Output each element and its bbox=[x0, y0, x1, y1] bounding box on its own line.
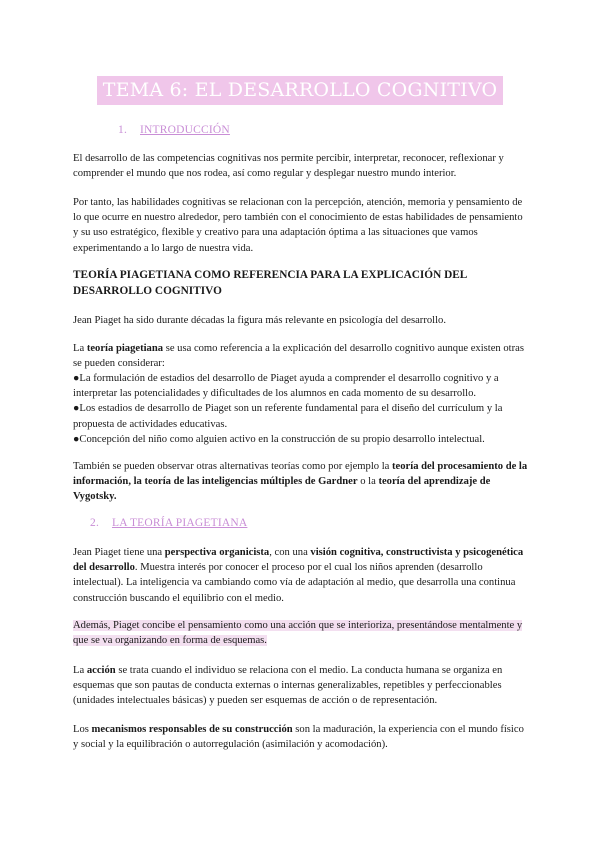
bold-term: perspectiva organicista bbox=[164, 547, 270, 558]
bold-term: teoría del aprendizaje de Vygotsky. bbox=[73, 476, 491, 503]
paragraph-accion bbox=[73, 663, 528, 709]
bold-term: mecanismos responsables de su construcción bbox=[91, 724, 293, 735]
highlighted-text: Además, Piaget concibe el pensamiento como una acción que se interioriza, presentándose mentalmente y que se va organizando en forma de esquemas. bbox=[73, 620, 523, 647]
text-run: Jean Piaget tiene una bbox=[73, 547, 165, 558]
section-title-text: LA TEORÍA PIAGETIANA bbox=[112, 517, 248, 529]
text-run: Los bbox=[73, 724, 92, 735]
paragraph-intro-2: Por tanto, las habilidades cognitivas se relacionan con la percepción, atención, memoria y pensamiento de lo que ocurre en nuestro alrededor, pero también con el conocimiento de estas habilidades de pensamiento y su uso estratégico, flexible y creativo para una adaptación óptima a las situaciones que vamos experimentando a lo largo de nuestra vida. bbox=[73, 197, 523, 254]
text-run: se trata cuando el individuo se relaciona con el medio. La conducta humana se organiza en esquemas que son pautas de conducta externas o internas generalizables, repetibles y perfeccionables (unidades intelectuales básicas) y pueden ser esquemas de acción o de representación. bbox=[73, 665, 503, 707]
paragraph-mecanismos bbox=[73, 722, 528, 752]
bold-term: visión cognitiva, constructivista y psicogenética del desarrollo bbox=[73, 547, 524, 574]
text-run: La bbox=[73, 343, 87, 354]
subheading-teoria-piagetiana: TEORÍA PIAGETIANA COMO REFERENCIA PARA LA EXPLICACIÓN DEL DESARROLLO COGNITIVO bbox=[73, 269, 467, 297]
paragraph-piaget-figura: Jean Piaget ha sido durante décadas la figura más relevante en psicología del desarrollo. bbox=[73, 315, 446, 326]
list-item: ●Los estadios de desarrollo de Piaget son un referente fundamental para el diseño del currículum y la propuesta de actividades educativas. bbox=[73, 403, 503, 430]
list-item: ●La formulación de estadios del desarrollo de Piaget ayuda a comprender el desarrollo cognitivo y a interpretar las potencialidades y dificultades de los alumnos en cada momento de su desarrollo. bbox=[73, 373, 499, 400]
paragraph-otras-teorias bbox=[73, 459, 528, 505]
bold-term: teoría del procesamiento de la información, la teoría de las inteligencias múltiples de Gardner bbox=[73, 461, 528, 488]
text-run: se usa como referencia a la explicación del desarrollo cognitivo aunque existen otras se pueden considerar: bbox=[73, 343, 524, 370]
section-number: 1. bbox=[118, 124, 128, 136]
bullet-list bbox=[73, 371, 528, 447]
section-title-text: INTRODUCCIÓN bbox=[140, 124, 230, 136]
text-run: son la maduración, la experiencia con el mundo físico y social y la equilibración o autorregulación (asimilación y acomodación). bbox=[73, 724, 524, 751]
text-run: La bbox=[73, 665, 87, 676]
section-number: 2. bbox=[90, 517, 100, 529]
paragraph-perspectiva bbox=[73, 545, 528, 606]
bold-term: teoría piagetiana bbox=[86, 343, 164, 354]
bold-term: acción bbox=[86, 665, 116, 676]
paragraph-intro-1: El desarrollo de las competencias cognitivas nos permite percibir, interpretar, reconocer, reflexionar y comprender el mundo que nos rodea, así como regular y desplegar nuestro mundo interior. bbox=[73, 153, 504, 180]
page-title: TEMA 6: EL DESARROLLO COGNITIVO bbox=[97, 76, 503, 105]
paragraph-pensamiento-highlighted bbox=[73, 618, 528, 648]
text-run: . Muestra interés por conocer el proceso por el cual los niños aprenden (desarrollo intelectual). La inteligencia va cambiando como vía de adaptación al medio, que desarrolla una continua construcción buscando el equilibrio con el medio. bbox=[73, 562, 516, 604]
text-run: , con una bbox=[269, 547, 311, 558]
section-heading-introduccion bbox=[118, 124, 230, 136]
paragraph-teoria-referencia bbox=[73, 341, 528, 371]
text-run: También se pueden observar otras alternativas teorías como por ejemplo la bbox=[73, 461, 393, 472]
text-run: o la bbox=[357, 476, 379, 488]
title-wrap bbox=[0, 76, 600, 105]
section-heading-teoria-piagetiana bbox=[90, 517, 247, 529]
list-item: ●Concepción del niño como alguien activo en la construcción de su propio desarrollo intelectual. bbox=[73, 433, 485, 445]
